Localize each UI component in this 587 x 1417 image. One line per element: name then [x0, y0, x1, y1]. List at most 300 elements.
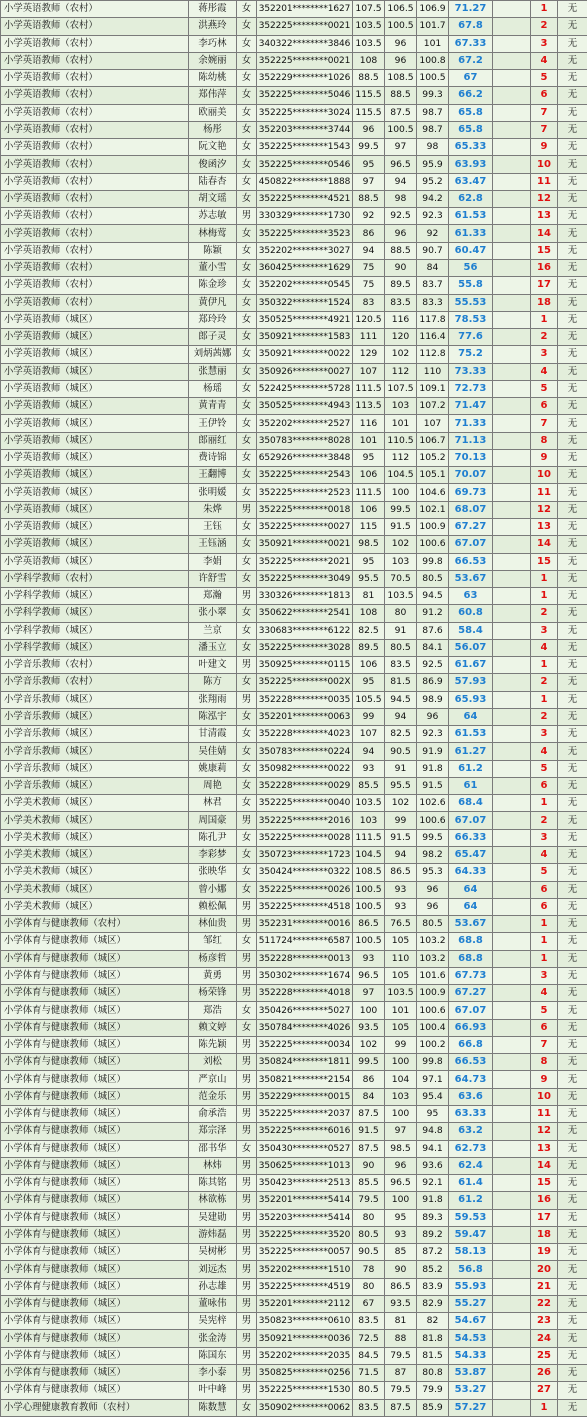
- score-c-cell: 104.6: [417, 484, 449, 501]
- blank-cell: [493, 1382, 531, 1399]
- id-cell: 350430********0527: [257, 1140, 353, 1157]
- gender-cell: 男: [237, 1192, 257, 1209]
- score-a-cell: 95: [353, 156, 385, 173]
- table-row: [1, 795, 587, 812]
- note-cell: 无: [558, 708, 587, 725]
- blank-cell: [493, 1278, 531, 1295]
- score-c-cell: 95.2: [417, 173, 449, 190]
- blank-cell: [493, 329, 531, 346]
- table-row: [1, 916, 587, 933]
- note-cell: 无: [558, 691, 587, 708]
- id-cell: 350625********1013: [257, 1157, 353, 1174]
- note-cell: 无: [558, 1140, 587, 1157]
- name-cell: 郑伟萍: [189, 87, 237, 104]
- note-cell: 无: [558, 156, 587, 173]
- rank-cell: 2: [531, 708, 558, 725]
- table-row: [1, 1036, 587, 1053]
- score-b-cell: 99: [385, 1036, 417, 1053]
- score-a-cell: 93: [353, 760, 385, 777]
- gender-cell: 女: [237, 933, 257, 950]
- position-cell: 小学英语教师（城区）: [1, 415, 189, 432]
- total-score-cell: 59.53: [449, 1209, 493, 1226]
- note-cell: 无: [558, 1209, 587, 1226]
- name-cell: 郑瀚: [189, 588, 237, 605]
- score-a-cell: 87.5: [353, 1140, 385, 1157]
- score-b-cell: 103: [385, 1088, 417, 1105]
- id-cell: 352225********3049: [257, 570, 353, 587]
- id-cell: 352225********2016: [257, 812, 353, 829]
- rank-cell: 9: [531, 139, 558, 156]
- gender-cell: 男: [237, 1123, 257, 1140]
- blank-cell: [493, 415, 531, 432]
- id-cell: 352225********4519: [257, 1278, 353, 1295]
- total-score-cell: 66.2: [449, 87, 493, 104]
- note-cell: 无: [558, 639, 587, 656]
- score-c-cell: 85.9: [417, 1399, 449, 1416]
- total-score-cell: 63.33: [449, 1106, 493, 1123]
- note-cell: 无: [558, 570, 587, 587]
- score-c-cell: 91.8: [417, 1192, 449, 1209]
- score-c-cell: 81.8: [417, 1330, 449, 1347]
- id-cell: 350302********1674: [257, 967, 353, 984]
- note-cell: 无: [558, 1244, 587, 1261]
- id-cell: 360425********1629: [257, 259, 353, 276]
- blank-cell: [493, 553, 531, 570]
- name-cell: 范金乐: [189, 1088, 237, 1105]
- table-row: [1, 812, 587, 829]
- score-a-cell: 96: [353, 121, 385, 138]
- note-cell: 无: [558, 967, 587, 984]
- blank-cell: [493, 570, 531, 587]
- score-c-cell: 80.5: [417, 916, 449, 933]
- table-row: [1, 898, 587, 915]
- name-cell: 吴树彬: [189, 1244, 237, 1261]
- name-cell: 刘炳茜娜: [189, 346, 237, 363]
- id-cell: 352202********2035: [257, 1347, 353, 1364]
- position-cell: 小学体育与健康教师（城区）: [1, 1002, 189, 1019]
- score-a-cell: 67: [353, 1295, 385, 1312]
- blank-cell: [493, 501, 531, 518]
- name-cell: 郑宗泽: [189, 1123, 237, 1140]
- blank-cell: [493, 1123, 531, 1140]
- note-cell: 无: [558, 1054, 587, 1071]
- score-a-cell: 104.5: [353, 847, 385, 864]
- name-cell: 余婉丽: [189, 52, 237, 69]
- total-score-cell: 54.33: [449, 1347, 493, 1364]
- score-b-cell: 94.5: [385, 691, 417, 708]
- score-a-cell: 100.5: [353, 933, 385, 950]
- score-a-cell: 97: [353, 173, 385, 190]
- note-cell: 无: [558, 1278, 587, 1295]
- position-cell: 小学体育与健康教师（城区）: [1, 985, 189, 1002]
- score-c-cell: 92.3: [417, 726, 449, 743]
- total-score-cell: 71.33: [449, 415, 493, 432]
- score-a-cell: 72.5: [353, 1330, 385, 1347]
- name-cell: 李彩梦: [189, 847, 237, 864]
- score-b-cell: 91: [385, 760, 417, 777]
- total-score-cell: 55.8: [449, 277, 493, 294]
- score-a-cell: 82.5: [353, 622, 385, 639]
- gender-cell: 男: [237, 1330, 257, 1347]
- table-row: [1, 622, 587, 639]
- score-a-cell: 106: [353, 657, 385, 674]
- rank-cell: 12: [531, 190, 558, 207]
- score-a-cell: 86: [353, 225, 385, 242]
- rank-cell: 2: [531, 18, 558, 35]
- table-row: [1, 1364, 587, 1381]
- note-cell: 无: [558, 208, 587, 225]
- name-cell: 叶中峰: [189, 1382, 237, 1399]
- score-b-cell: 101: [385, 1002, 417, 1019]
- position-cell: 小学英语教师（城区）: [1, 501, 189, 518]
- rank-cell: 13: [531, 518, 558, 535]
- id-cell: 350426********5027: [257, 1002, 353, 1019]
- score-b-cell: 87.5: [385, 104, 417, 121]
- table-row: [1, 1175, 587, 1192]
- gender-cell: 女: [237, 1019, 257, 1036]
- gender-cell: 男: [237, 967, 257, 984]
- note-cell: 无: [558, 518, 587, 535]
- note-cell: 无: [558, 588, 587, 605]
- score-a-cell: 108: [353, 605, 385, 622]
- score-b-cell: 86.5: [385, 1278, 417, 1295]
- gender-cell: 女: [237, 708, 257, 725]
- id-cell: 340322********3846: [257, 35, 353, 52]
- score-a-cell: 80.5: [353, 1226, 385, 1243]
- score-c-cell: 98.2: [417, 847, 449, 864]
- id-cell: 352225********0021: [257, 18, 353, 35]
- name-cell: 陈数慧: [189, 1399, 237, 1416]
- score-b-cell: 95: [385, 1209, 417, 1226]
- score-a-cell: 111.5: [353, 380, 385, 397]
- blank-cell: [493, 657, 531, 674]
- score-c-cell: 102.1: [417, 501, 449, 518]
- table-row: [1, 1002, 587, 1019]
- blank-cell: [493, 1140, 531, 1157]
- position-cell: 小学美术教师（城区）: [1, 795, 189, 812]
- blank-cell: [493, 674, 531, 691]
- position-cell: 小学体育与健康教师（农村）: [1, 916, 189, 933]
- rank-cell: 7: [531, 1036, 558, 1053]
- gender-cell: 女: [237, 1002, 257, 1019]
- note-cell: 无: [558, 225, 587, 242]
- name-cell: 陈幼桃: [189, 70, 237, 87]
- total-score-cell: 65.93: [449, 691, 493, 708]
- position-cell: 小学科学教师（城区）: [1, 605, 189, 622]
- table-row: [1, 484, 587, 501]
- score-b-cell: 97: [385, 1123, 417, 1140]
- position-cell: 小学体育与健康教师（城区）: [1, 1088, 189, 1105]
- rank-cell: 2: [531, 674, 558, 691]
- id-cell: 352201********1627: [257, 1, 353, 18]
- gender-cell: 女: [237, 242, 257, 259]
- note-cell: 无: [558, 415, 587, 432]
- score-b-cell: 100.5: [385, 121, 417, 138]
- total-score-cell: 61.4: [449, 1175, 493, 1192]
- gender-cell: 女: [237, 449, 257, 466]
- note-cell: 无: [558, 277, 587, 294]
- id-cell: 352225********0028: [257, 829, 353, 846]
- score-c-cell: 100.4: [417, 1019, 449, 1036]
- blank-cell: [493, 933, 531, 950]
- name-cell: 杨彤: [189, 121, 237, 138]
- score-b-cell: 105: [385, 933, 417, 950]
- note-cell: 无: [558, 743, 587, 760]
- note-cell: 无: [558, 881, 587, 898]
- table-row: [1, 708, 587, 725]
- score-c-cell: 81.5: [417, 1347, 449, 1364]
- position-cell: 小学英语教师（城区）: [1, 311, 189, 328]
- gender-cell: 女: [237, 294, 257, 311]
- table-row: [1, 1071, 587, 1088]
- gender-cell: 女: [237, 570, 257, 587]
- score-c-cell: 106.9: [417, 1, 449, 18]
- table-row: [1, 1106, 587, 1123]
- total-score-cell: 67.27: [449, 985, 493, 1002]
- id-cell: 350424********0322: [257, 864, 353, 881]
- gender-cell: 女: [237, 70, 257, 87]
- note-cell: 无: [558, 847, 587, 864]
- rank-cell: 12: [531, 501, 558, 518]
- position-cell: 小学体育与健康教师（城区）: [1, 1209, 189, 1226]
- rank-cell: 5: [531, 1002, 558, 1019]
- score-b-cell: 108.5: [385, 70, 417, 87]
- total-score-cell: 71.27: [449, 1, 493, 18]
- table-row: [1, 639, 587, 656]
- score-a-cell: 93: [353, 950, 385, 967]
- score-a-cell: 111.5: [353, 484, 385, 501]
- score-a-cell: 85.5: [353, 777, 385, 794]
- note-cell: 无: [558, 1071, 587, 1088]
- gender-cell: 女: [237, 121, 257, 138]
- total-score-cell: 61.53: [449, 726, 493, 743]
- score-a-cell: 80: [353, 1278, 385, 1295]
- rank-cell: 23: [531, 1313, 558, 1330]
- rank-cell: 3: [531, 726, 558, 743]
- id-cell: 352225********0018: [257, 501, 353, 518]
- score-a-cell: 106: [353, 467, 385, 484]
- name-cell: 杨彦哲: [189, 950, 237, 967]
- total-score-cell: 58.13: [449, 1244, 493, 1261]
- score-c-cell: 98.7: [417, 104, 449, 121]
- score-c-cell: 87.6: [417, 622, 449, 639]
- rank-cell: 26: [531, 1364, 558, 1381]
- score-b-cell: 93: [385, 881, 417, 898]
- score-c-cell: 107: [417, 415, 449, 432]
- rank-cell: 1: [531, 933, 558, 950]
- score-b-cell: 96: [385, 225, 417, 242]
- name-cell: 郎丽红: [189, 432, 237, 449]
- id-cell: 350622********2541: [257, 605, 353, 622]
- score-b-cell: 96.5: [385, 156, 417, 173]
- table-row: [1, 501, 587, 518]
- blank-cell: [493, 18, 531, 35]
- position-cell: 小学音乐教师（城区）: [1, 691, 189, 708]
- score-c-cell: 94.1: [417, 1140, 449, 1157]
- table-row: [1, 1261, 587, 1278]
- rank-cell: 1: [531, 570, 558, 587]
- name-cell: 游炜磊: [189, 1226, 237, 1243]
- position-cell: 小学英语教师（农村）: [1, 294, 189, 311]
- gender-cell: 男: [237, 1106, 257, 1123]
- gender-cell: 女: [237, 467, 257, 484]
- blank-cell: [493, 208, 531, 225]
- gender-cell: 女: [237, 829, 257, 846]
- score-c-cell: 89.3: [417, 1209, 449, 1226]
- id-cell: 352202********0545: [257, 277, 353, 294]
- total-score-cell: 61.67: [449, 657, 493, 674]
- gender-cell: 女: [237, 1, 257, 18]
- score-c-cell: 85.2: [417, 1261, 449, 1278]
- gender-cell: 女: [237, 1399, 257, 1416]
- rank-cell: 14: [531, 536, 558, 553]
- score-b-cell: 116: [385, 311, 417, 328]
- note-cell: 无: [558, 398, 587, 415]
- rank-cell: 21: [531, 1278, 558, 1295]
- total-score-cell: 58.4: [449, 622, 493, 639]
- score-a-cell: 99.5: [353, 139, 385, 156]
- table-row: [1, 1209, 587, 1226]
- position-cell: 小学体育与健康教师（城区）: [1, 1036, 189, 1053]
- score-b-cell: 88: [385, 1330, 417, 1347]
- blank-cell: [493, 294, 531, 311]
- score-c-cell: 86.9: [417, 674, 449, 691]
- position-cell: 小学英语教师（农村）: [1, 225, 189, 242]
- name-cell: 王伊铃: [189, 415, 237, 432]
- blank-cell: [493, 121, 531, 138]
- score-a-cell: 84: [353, 1088, 385, 1105]
- score-c-cell: 95.9: [417, 156, 449, 173]
- position-cell: 小学英语教师（农村）: [1, 104, 189, 121]
- name-cell: 姚康莉: [189, 760, 237, 777]
- name-cell: 杨荣锋: [189, 985, 237, 1002]
- score-c-cell: 96: [417, 708, 449, 725]
- rank-cell: 4: [531, 363, 558, 380]
- id-cell: 352201********2112: [257, 1295, 353, 1312]
- score-a-cell: 129: [353, 346, 385, 363]
- gender-cell: 男: [237, 1364, 257, 1381]
- note-cell: 无: [558, 864, 587, 881]
- rank-cell: 18: [531, 1226, 558, 1243]
- rank-cell: 11: [531, 173, 558, 190]
- gender-cell: 男: [237, 1226, 257, 1243]
- gender-cell: 女: [237, 674, 257, 691]
- total-score-cell: 55.27: [449, 1295, 493, 1312]
- id-cell: 330326********1813: [257, 588, 353, 605]
- score-b-cell: 107.5: [385, 380, 417, 397]
- table-row: [1, 1157, 587, 1174]
- score-a-cell: 102: [353, 1036, 385, 1053]
- score-b-cell: 90.5: [385, 743, 417, 760]
- blank-cell: [493, 726, 531, 743]
- table-row: [1, 1, 587, 18]
- table-row: [1, 760, 587, 777]
- table-row: [1, 208, 587, 225]
- score-c-cell: 100.5: [417, 70, 449, 87]
- note-cell: 无: [558, 933, 587, 950]
- rank-cell: 1: [531, 311, 558, 328]
- gender-cell: 男: [237, 501, 257, 518]
- score-b-cell: 91.5: [385, 518, 417, 535]
- score-c-cell: 91.2: [417, 605, 449, 622]
- position-cell: 小学体育与健康教师（城区）: [1, 967, 189, 984]
- name-cell: 郎子灵: [189, 329, 237, 346]
- position-cell: 小学英语教师（农村）: [1, 70, 189, 87]
- rank-cell: 8: [531, 1054, 558, 1071]
- total-score-cell: 57.27: [449, 1399, 493, 1416]
- blank-cell: [493, 743, 531, 760]
- gender-cell: 男: [237, 1261, 257, 1278]
- gender-cell: 男: [237, 1054, 257, 1071]
- rank-cell: 8: [531, 432, 558, 449]
- id-cell: 352225********0040: [257, 795, 353, 812]
- blank-cell: [493, 1244, 531, 1261]
- score-a-cell: 75: [353, 259, 385, 276]
- note-cell: 无: [558, 1036, 587, 1053]
- table-row: [1, 674, 587, 691]
- blank-cell: [493, 518, 531, 535]
- score-a-cell: 87.5: [353, 1106, 385, 1123]
- gender-cell: 女: [237, 760, 257, 777]
- rank-cell: 7: [531, 104, 558, 121]
- note-cell: 无: [558, 657, 587, 674]
- score-b-cell: 89.5: [385, 277, 417, 294]
- id-cell: 352225********0034: [257, 1036, 353, 1053]
- score-b-cell: 112: [385, 363, 417, 380]
- score-a-cell: 111: [353, 329, 385, 346]
- score-b-cell: 102: [385, 346, 417, 363]
- note-cell: 无: [558, 553, 587, 570]
- table-row: [1, 311, 587, 328]
- note-cell: 无: [558, 1226, 587, 1243]
- score-c-cell: 94.2: [417, 190, 449, 207]
- total-score-cell: 61.33: [449, 225, 493, 242]
- name-cell: 苏志敏: [189, 208, 237, 225]
- score-a-cell: 96.5: [353, 967, 385, 984]
- id-cell: 511724********6587: [257, 933, 353, 950]
- rank-cell: 11: [531, 1106, 558, 1123]
- blank-cell: [493, 1209, 531, 1226]
- rank-cell: 16: [531, 1192, 558, 1209]
- score-b-cell: 96.5: [385, 1175, 417, 1192]
- score-b-cell: 83.5: [385, 294, 417, 311]
- table-row: [1, 259, 587, 276]
- position-cell: 小学音乐教师（农村）: [1, 674, 189, 691]
- position-cell: 小学英语教师（农村）: [1, 208, 189, 225]
- blank-cell: [493, 156, 531, 173]
- score-c-cell: 92.3: [417, 208, 449, 225]
- score-a-cell: 98.5: [353, 536, 385, 553]
- name-cell: 孙志雄: [189, 1278, 237, 1295]
- name-cell: 陈国东: [189, 1347, 237, 1364]
- score-b-cell: 85: [385, 1244, 417, 1261]
- score-a-cell: 83.5: [353, 1399, 385, 1416]
- gender-cell: 男: [237, 1278, 257, 1295]
- id-cell: 352228********0013: [257, 950, 353, 967]
- total-score-cell: 64.73: [449, 1071, 493, 1088]
- table-row: [1, 985, 587, 1002]
- table-row: [1, 864, 587, 881]
- rank-cell: 1: [531, 588, 558, 605]
- rank-cell: 5: [531, 864, 558, 881]
- note-cell: 无: [558, 294, 587, 311]
- rank-cell: 6: [531, 777, 558, 794]
- name-cell: 张金涛: [189, 1330, 237, 1347]
- rank-cell: 19: [531, 1244, 558, 1261]
- name-cell: 刘远杰: [189, 1261, 237, 1278]
- gender-cell: 男: [237, 208, 257, 225]
- score-a-cell: 90: [353, 1157, 385, 1174]
